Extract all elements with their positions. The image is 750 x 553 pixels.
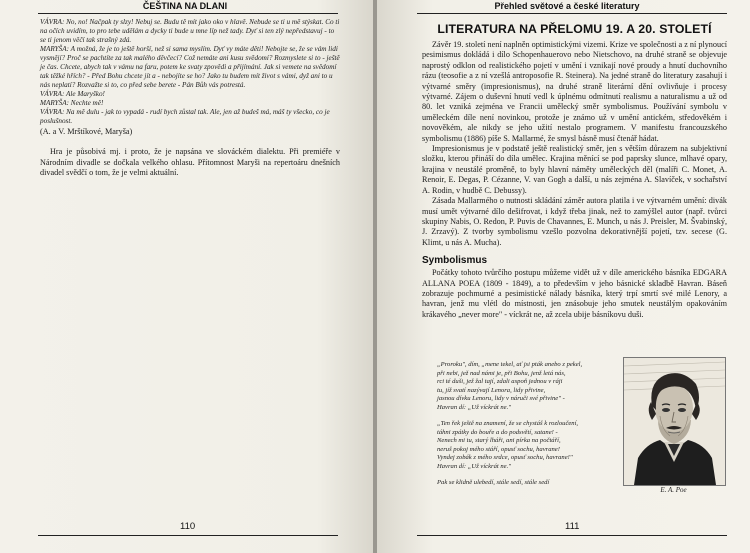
left-page <box>0 0 373 553</box>
dialogue-line: MARYŠA: A možná, že je to ještě horší, než si sama myslím. Dyť vy máte děti! Nebojte se, že se vám lidi vysmějí? Proč se pachtíte za tak malého děvčecí? Což nemáte ani kusu svědomí? Rozmyslete si to - ještě je čas. Chcete, abych tak v vámu na faru, potem ke svaty zpovědi a přijímání. Jak si vemete na svědomí tak těžké hřích? - Před Bohu chcete jít a - nebojíte se ho? Jako tu budem mít život s vámi, dyž ani to u nás neplatí? Rozvažte si to, co před sebe berete - Pán Bůh vás potrestá. <box>40 45 340 89</box>
attribution: (A. a V. Mrštíkové, Maryša) <box>40 127 133 136</box>
poem-line: táhni zpátky do bouře a do podsvětí, satane! - <box>437 428 558 436</box>
dialogue-line: MARYŠA: Nechte mě! <box>40 99 104 107</box>
poem-line: Vyndej zobák z mého srdce, opusť sochu, havrane!" <box>437 454 573 461</box>
poem-stanza-break <box>437 412 617 420</box>
poem-stanza-break <box>437 471 617 479</box>
poem-line: rci té duši, jež žal tají, zdali aspoň jednou v ráji <box>437 378 563 385</box>
dialogue-line: VÁVRA: Ale Maryško! <box>40 90 105 98</box>
right-page <box>377 0 750 553</box>
header-rule-right <box>417 13 727 14</box>
poem-line: Nenech mi tu, starý lháři, ani pírka na počtáří, <box>437 437 561 444</box>
poem-line: „Ten řek ještě na znamení, že se chystáš k rozloučení, <box>437 420 579 427</box>
poem-line: Havran dí: „Už víckrát ne." <box>437 462 512 470</box>
paragraph-impressionism: Impresionismus je v podstatě ještě realistický směr, jen s větším důrazem na subjektivní složku, kterou přináší do díla umělec. Krajina měnící se pod paprsky slunce, mlhavé opary, krajina v neustálé proměně, to byly hlavní náměty uměleckých děl (malíři C. Monet, A. Renoir, E. Degas, P. Cézanne, V. van Gogh a další, u nás zejména A. Slavíček, v sochařství A. Rodin, v hudbě C. Debussy). <box>422 144 727 195</box>
dialogue-block <box>40 18 340 179</box>
poem-line: Pak se klidně ulebedí, stále sedí, stále sedí <box>437 479 550 486</box>
header-rule-left <box>38 13 338 14</box>
poem-line: jasnou dívku Lenoru, lidy v náruči své přivine" - <box>437 395 565 402</box>
poem-line: „Proroku", dím, „mene tekel, ať jsi pták anebo z pekel, <box>437 361 583 368</box>
portrait-engraving-icon <box>624 358 725 485</box>
footer-rule-right <box>417 535 727 536</box>
poem-line: Havran dí: „Už víckrát ne." <box>437 403 512 411</box>
running-head-left: ČEŠTINA NA DLANI <box>142 1 228 11</box>
section-heading: Symbolismus <box>422 255 488 267</box>
poem-line: při nebi, jež nad námi je, při Bohu, jenž letá nás, <box>437 369 566 377</box>
portrait-caption: E. A. Poe <box>660 486 687 494</box>
poem-line: tu, jíž svatí nazývají Lenora, lidy přivine, <box>437 386 546 394</box>
chapter-title: LITERATURA NA PŘELOMU 19. A 20. STOLETÍ <box>437 22 712 36</box>
page-number-left: 110 <box>180 521 196 532</box>
page-number-right: 111 <box>565 521 580 532</box>
left-paragraph: Hra je působivá mj. i proto, že je napsána ve slováckém dialektu. Při premiéře v Národním divadle se dočkala velkého ohlasu. Přítomnost Maryši na repertoáru dnešních divadel svědčí o tom, že je velmi aktuální. <box>40 147 340 178</box>
paragraph-poe: Počátky tohoto tvůrčího postupu můžeme vidět už v díle amerického básníka EDGARA ALLANA POEA (1809 - 1849), a to především v jeho básnické skladbě Havran. Báseň zobrazuje pochmurné a pesimistické nálady básníka, který trpí smrtí své milé Lenory, a havran, jenž mu vlétl do místnosti, jen znásobuje jeho smutek neustálým opakováním krákavého „never more" - víckrát ne, až zcela ubije básníkovu duši. <box>422 268 727 319</box>
poe-portrait <box>623 357 726 486</box>
running-head-right: Přehled světové a české literatury <box>494 1 640 11</box>
dialogue-line: VÁVRA: No, no! Načpak ty slzy! Nebuj se. Budu tě mít jako oko v hlavě. Nebude se ti u mě stýskat. Co ti na očích uvidím, to pro tebe udělám a dycky ti bude u mne líp než tady. Dyť si ten zlý nepředstavuj - to se ti jenom věčí tak strašný zdá. <box>40 18 340 44</box>
paragraph-mallarme: Zásada Mallarmého o nutnosti skládání záměr autora platila i ve výtvarném umění: divák musí umět výtvarné dílo dešifrovat, i když třeba jinak, než to zamýšlel autor (např. tvůrci skupiny Nabis, O. Redon, P. Puvis de Chavannes, E. Munch, u nás J. Preisler, M. Švabinský, J. Zrzavý). Z tvorby symbolismu vzešlo pozvolna dekorativnější pojetí, tzv. secese (G. Klimt, u nás A. Mucha). <box>422 196 727 247</box>
right-text-block <box>422 22 727 320</box>
poem-excerpt <box>437 361 617 488</box>
dialogue-line: VÁVRA: Na mě dulu - jak to vypadá - rudí bych zůstal tak. Ale, jen až budeš má, máš ty všecko, co je poslušnost. <box>40 108 330 125</box>
paragraph-intro: Závěr 19. století není naplněn optimistickými vizemi. Krize ve společnosti a z ní plynoucí pesimismus dokládá i dílo Schopenhauerovo nebo Nietschovo, na druhé straně se objevuje naprostý odklon od realistického pojetí v umění i vznikají nové proudy a hnutí duchovního rázu (teosofie a z ní vzešlá antroposofie R. Steinera). Na jedné straně do literatury zasahují i výtvarné směry (impresionismus), na druhé straně literární dění ovlivňuje i procesy výtvarné. Zájem o duševní hnutí vedl k úplnému odmítnutí realismu a naturalismu a už od 80. let vzniká zejména ve Francii umělecký směr symbolismus. Používání symbolu v uměleckém díle není novinkou, protože je známo už v umění antickém, středověkém i novověkém, ale nikdy se jeho užití nestalo programem. V manifestu francouzského symbolismu (1886) píše S. Mallarmé, že smysl básně musí čtenář hádat. <box>422 40 727 143</box>
footer-rule-left <box>38 535 338 536</box>
poem-line: neruš pokoj mého stáří, opusť sochu, havrane! <box>437 445 560 453</box>
